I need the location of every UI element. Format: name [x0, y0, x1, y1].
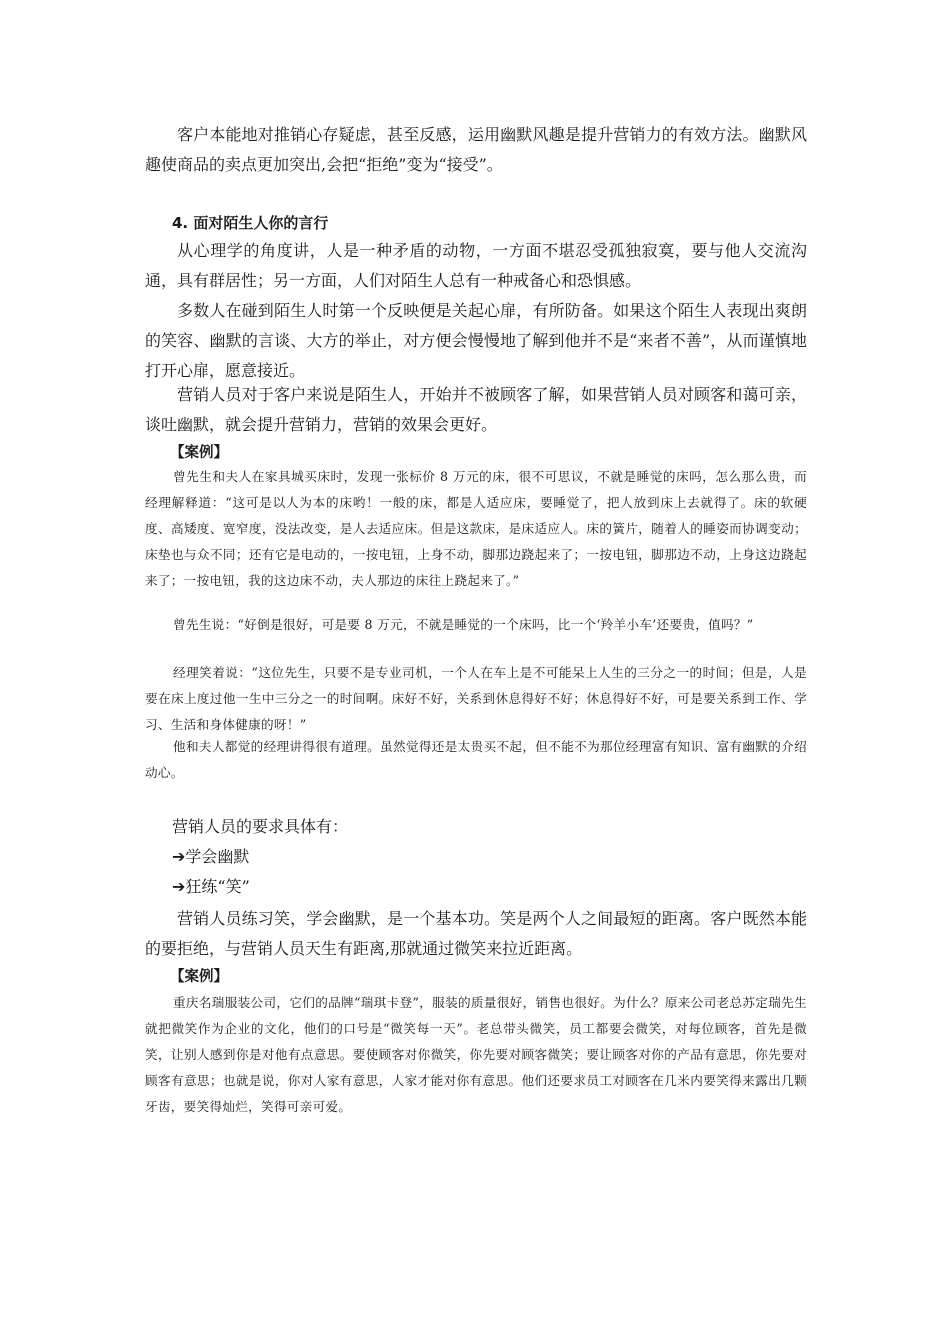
- requirements-paragraph: 营销人员练习笑，学会幽默，是一个基本功。笑是两个人之间最短的距离。客户既然本能的要拒绝，与营销人员天生有距离,那就通过微笑来拉近距离。: [145, 909, 807, 958]
- section-paragraph-3: 营销人员对于客户来说是陌生人，开始并不被顾客了解，如果营销人员对顾客和蔼可亲，谈吐幽默，就会提升营销力，营销的效果会更好。: [145, 385, 807, 434]
- requirements-intro: 营销人员的要求具体有：: [172, 817, 349, 836]
- case-label-1: 【案例】: [170, 445, 228, 461]
- requirement-item-humor: [172, 842, 249, 872]
- arrow-icon: ➔: [172, 847, 186, 866]
- case1-paragraph-1: 曾先生和夫人在家具城买床时，发现一张标价 8 万元的床，很不可思议，不就是睡觉的床吗，怎么那么贵，而经理解释道：“这可是以人为本的床哟！一般的床，都是人适应床，要睡觉了，把人放到床上去就得了。床的软硬度、高矮度、宽窄度，没法改变，是人去适应床。但是这款床，是床适应人。床的簧片，随着人的睡姿而协调变动；床垫也与众不同；还有它是电动的，一按电钮，上身不动，脚那边跷起来了；一按电钮，脚那边不动，上身这边跷起来了；一按电钮，我的这边床不动，夫人那边的床往上跷起来了。”: [145, 469, 807, 588]
- case1-paragraph-3: 经理笑着说：“这位先生，只要不是专业司机，一个人在车上是不可能呆上人生的三分之一的时间；但是，人是要在床上度过他一生中三分之一的时间啊。床好不好，关系到休息得好不好；休息得好不好，可是要关系到工作、学习、生活和身体健康的呀！”: [145, 665, 807, 732]
- requirement-item-label: 狂练“笑”: [185, 877, 250, 896]
- section-heading: 4. 面对陌生人你的言行: [172, 214, 329, 232]
- case-label-2: 【案例】: [170, 969, 228, 985]
- intro-paragraph: 客户本能地对推销心存疑虑，甚至反感，运用幽默风趣是提升营销力的有效方法。幽默风趣使商品的卖点更加突出,会把“拒绝”变为“接受”。: [145, 125, 807, 174]
- arrow-icon: ➔: [172, 877, 186, 896]
- case2-paragraph-1: 重庆名瑞服装公司，它们的品牌“瑞琪卡登”，服装的质量很好，销售也很好。为什么？原来公司老总苏定瑞先生就把微笑作为企业的文化，他们的口号是“微笑每一天”。老总带头微笑，员工都要会微笑，对每位顾客，首先是微笑，让别人感到你是对他有点意思。要使顾客对你微笑，你先要对顾客微笑；要让顾客对你的产品有意思，你先要对顾客有意思；也就是说，你对人家有意思，人家才能对你有意思。他们还要求员工对顾客在几米内要笑得来露出几颗牙齿，要笑得灿烂，笑得可亲可爱。: [145, 995, 807, 1114]
- requirement-item-label: 学会幽默: [185, 847, 250, 866]
- case1-paragraph-2: 曾先生说：“好倒是很好，可是要 8 万元，不就是睡觉的一个床吗，比一个‘羚羊小车’还要贵，值吗？”: [173, 617, 754, 632]
- section-paragraph-2: 多数人在碰到陌生人时第一个反映便是关起心扉，有所防备。如果这个陌生人表现出爽朗的笑容、幽默的言谈、大方的举止，对方便会慢慢地了解到他并不是“来者不善”，从而谨慎地打开心扉，愿意接近。: [145, 301, 807, 380]
- section-paragraph-1: 从心理学的角度讲，人是一种矛盾的动物，一方面不堪忍受孤独寂寞，要与他人交流沟通，具有群居性；另一方面，人们对陌生人总有一种戒备心和恐惧感。: [145, 241, 807, 290]
- requirement-item-smile: [172, 872, 250, 902]
- case1-paragraph-4: 他和夫人都觉的经理讲得很有道理。虽然觉得还是太贵买不起，但不能不为那位经理富有知识、富有幽默的介绍动心。: [145, 739, 807, 780]
